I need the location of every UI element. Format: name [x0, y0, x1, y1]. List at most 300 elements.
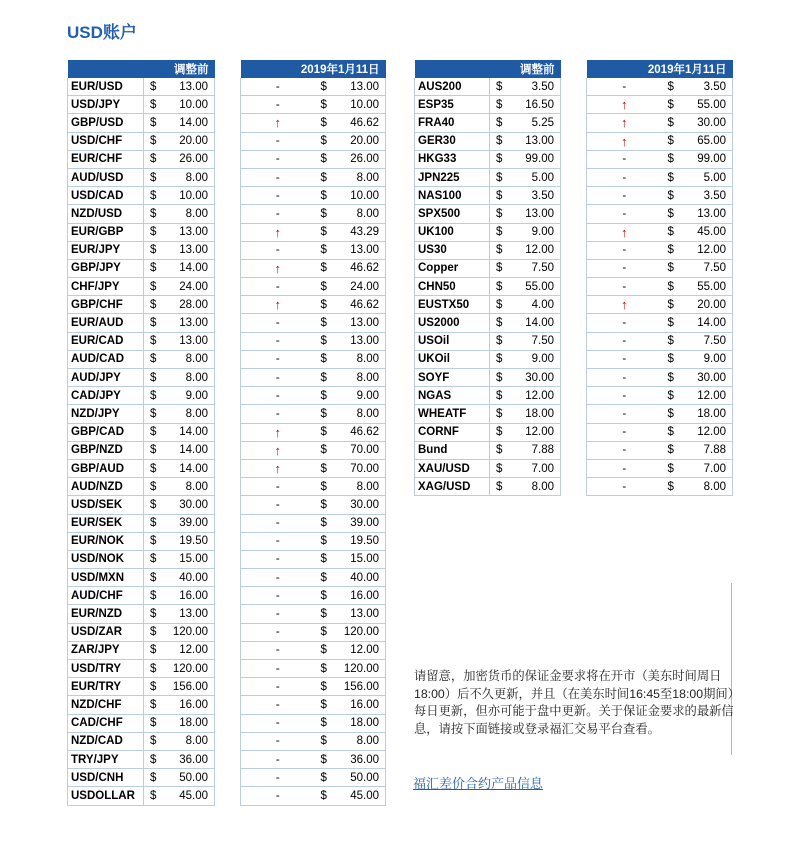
table-row	[68, 314, 215, 332]
margin-before-value: 16.00	[164, 587, 215, 605]
margin-after-value: 120.00	[335, 623, 386, 641]
margin-before-value: 7.00	[510, 459, 561, 477]
table-row	[241, 405, 386, 423]
margin-after-value: 30.00	[682, 114, 733, 132]
currency-symbol: $	[144, 387, 164, 405]
currency-symbol: $	[315, 750, 335, 768]
margin-before-value: 4.00	[510, 296, 561, 314]
instrument-label: USD/ZAR	[68, 623, 144, 641]
currency-symbol: $	[144, 750, 164, 768]
table-row	[241, 623, 386, 641]
currency-symbol: $	[315, 532, 335, 550]
currency-symbol: $	[490, 150, 510, 168]
instrument-label: GBP/CAD	[68, 423, 144, 441]
table-row	[415, 205, 561, 223]
currency-symbol: $	[490, 423, 510, 441]
margin-after-value: 16.00	[335, 696, 386, 714]
margin-after-value: 40.00	[335, 569, 386, 587]
currency-symbol: $	[315, 405, 335, 423]
currency-symbol: $	[144, 660, 164, 678]
table-row	[241, 387, 386, 405]
currency-symbol: $	[315, 550, 335, 568]
margin-before-value: 9.00	[164, 387, 215, 405]
table-row	[587, 423, 733, 441]
table-row	[241, 605, 386, 623]
increase-arrow-icon: ↑	[587, 223, 662, 241]
instrument-label: NGAS	[415, 387, 490, 405]
table-row	[68, 550, 215, 568]
currency-symbol: $	[144, 478, 164, 496]
currency-symbol: $	[662, 478, 682, 496]
currency-symbol: $	[490, 259, 510, 277]
currency-symbol: $	[315, 459, 335, 477]
currency-symbol: $	[144, 714, 164, 732]
no-change-dash: -	[241, 205, 315, 223]
margin-before-value: 14.00	[510, 314, 561, 332]
table-row	[68, 278, 215, 296]
table-row	[68, 78, 215, 96]
currency-symbol: $	[315, 296, 335, 314]
currency-symbol: $	[315, 769, 335, 787]
currency-symbol: $	[315, 314, 335, 332]
table-row	[68, 350, 215, 368]
margin-after-value: 46.62	[335, 114, 386, 132]
margin-after-value: 13.00	[335, 314, 386, 332]
table-row	[68, 623, 215, 641]
margin-after-value: 18.00	[335, 714, 386, 732]
margin-before-value: 99.00	[510, 150, 561, 168]
currency-symbol: $	[315, 278, 335, 296]
instrument-label: EUR/NOK	[68, 532, 144, 550]
currency-symbol: $	[490, 114, 510, 132]
currency-symbol: $	[144, 114, 164, 132]
instrument-label: AUD/JPY	[68, 369, 144, 387]
currency-symbol: $	[315, 732, 335, 750]
table-row	[241, 369, 386, 387]
margin-before-value: 8.00	[164, 205, 215, 223]
currency-symbol: $	[315, 514, 335, 532]
currency-symbol: $	[144, 205, 164, 223]
margin-after-value: 55.00	[682, 278, 733, 296]
currency-symbol: $	[144, 696, 164, 714]
margin-after-value: 13.00	[335, 78, 386, 96]
instrument-label: EUR/JPY	[68, 241, 144, 259]
table-row	[68, 478, 215, 496]
before-header: 调整前	[144, 60, 215, 78]
increase-arrow-icon: ↑	[587, 114, 662, 132]
table-row	[241, 514, 386, 532]
currency-symbol: $	[144, 496, 164, 514]
table-row	[415, 187, 561, 205]
margin-after-value: 9.00	[335, 387, 386, 405]
table-row	[587, 296, 733, 314]
table-row	[68, 787, 215, 805]
currency-symbol: $	[315, 714, 335, 732]
instrument-label: XAG/USD	[415, 478, 490, 496]
table-row	[241, 423, 386, 441]
currency-symbol: $	[490, 78, 510, 96]
table-row	[415, 78, 561, 96]
instrument-label: CAD/JPY	[68, 387, 144, 405]
margin-after-value: 20.00	[335, 132, 386, 150]
no-change-dash: -	[587, 168, 662, 186]
no-change-dash: -	[241, 641, 315, 659]
margin-after-value: 70.00	[335, 441, 386, 459]
before-header: 调整前	[490, 60, 561, 78]
no-change-dash: -	[241, 532, 315, 550]
no-change-dash: -	[241, 405, 315, 423]
table-row	[68, 532, 215, 550]
margin-after-value: 8.00	[335, 478, 386, 496]
currency-symbol: $	[662, 369, 682, 387]
margin-before-value: 13.00	[510, 132, 561, 150]
table-row	[68, 168, 215, 186]
currency-symbol: $	[315, 150, 335, 168]
table-row	[241, 750, 386, 768]
table-row	[241, 787, 386, 805]
currency-symbol: $	[144, 314, 164, 332]
margin-before-value: 13.00	[164, 241, 215, 259]
no-change-dash: -	[587, 387, 662, 405]
table-row	[68, 241, 215, 259]
margin-before-value: 3.50	[510, 187, 561, 205]
table-row	[241, 550, 386, 568]
margin-before-value: 156.00	[164, 678, 215, 696]
currency-symbol: $	[144, 459, 164, 477]
instrument-label: ESP35	[415, 96, 490, 114]
margin-after-value: 8.00	[335, 168, 386, 186]
instrument-label: GER30	[415, 132, 490, 150]
margin-before-value: 39.00	[164, 514, 215, 532]
instrument-label: AUD/CAD	[68, 350, 144, 368]
table-row	[68, 369, 215, 387]
currency-symbol: $	[662, 296, 682, 314]
table-row	[68, 96, 215, 114]
currency-symbol: $	[490, 459, 510, 477]
table-row	[415, 314, 561, 332]
currency-symbol: $	[490, 223, 510, 241]
margin-before-value: 8.00	[164, 405, 215, 423]
no-change-dash: -	[241, 387, 315, 405]
currency-symbol: $	[315, 223, 335, 241]
currency-symbol: $	[662, 278, 682, 296]
instrument-label: ZAR/JPY	[68, 641, 144, 659]
table-row	[68, 205, 215, 223]
margin-after-value: 36.00	[335, 750, 386, 768]
table-row	[241, 259, 386, 277]
no-change-dash: -	[241, 496, 315, 514]
no-change-dash: -	[241, 187, 315, 205]
margin-before-value: 40.00	[164, 569, 215, 587]
instrument-label: USD/TRY	[68, 660, 144, 678]
margin-after-value: 46.62	[335, 423, 386, 441]
currency-symbol: $	[662, 441, 682, 459]
currency-symbol: $	[490, 350, 510, 368]
instrument-label: EUR/SEK	[68, 514, 144, 532]
currency-symbol: $	[315, 423, 335, 441]
no-change-dash: -	[241, 787, 315, 805]
margin-before-value: 9.00	[510, 223, 561, 241]
table-row	[241, 587, 386, 605]
table-row	[587, 478, 733, 496]
table-row	[587, 332, 733, 350]
margin-after-value: 19.50	[335, 532, 386, 550]
margin-after-value: 8.00	[335, 350, 386, 368]
margin-after-value: 5.00	[682, 168, 733, 186]
table-row	[241, 187, 386, 205]
table-row	[415, 332, 561, 350]
table-row	[68, 750, 215, 768]
margin-before-value: 8.00	[164, 369, 215, 387]
table-row	[415, 405, 561, 423]
currency-symbol: $	[662, 187, 682, 205]
no-change-dash: -	[241, 696, 315, 714]
currency-symbol: $	[490, 132, 510, 150]
no-change-dash: -	[587, 150, 662, 168]
instrument-label: US30	[415, 241, 490, 259]
table-row	[587, 78, 733, 96]
table-corner	[68, 60, 144, 78]
table-row	[68, 132, 215, 150]
table-row	[587, 114, 733, 132]
currency-symbol: $	[662, 132, 682, 150]
instrument-label: USD/CNH	[68, 769, 144, 787]
margin-before-value: 8.00	[510, 478, 561, 496]
instrument-label: JPN225	[415, 168, 490, 186]
table-row	[241, 78, 386, 96]
instrument-label: NZD/CHF	[68, 696, 144, 714]
margin-before-value: 16.00	[164, 696, 215, 714]
margin-after-value: 9.00	[682, 350, 733, 368]
currency-symbol: $	[490, 314, 510, 332]
margin-before-value: 14.00	[164, 259, 215, 277]
currency-symbol: $	[144, 787, 164, 805]
currency-symbol: $	[144, 96, 164, 114]
table-row	[587, 441, 733, 459]
table-row	[415, 241, 561, 259]
table-row	[241, 132, 386, 150]
currency-symbol: $	[144, 678, 164, 696]
instrument-label: TRY/JPY	[68, 750, 144, 768]
table-row	[587, 314, 733, 332]
instrument-label: EUR/TRY	[68, 678, 144, 696]
currency-symbol: $	[315, 78, 335, 96]
table-row	[241, 769, 386, 787]
table-row	[415, 278, 561, 296]
table-row	[241, 150, 386, 168]
table-row	[241, 478, 386, 496]
margin-before-value: 8.00	[164, 478, 215, 496]
table-row	[241, 205, 386, 223]
currency-symbol: $	[315, 660, 335, 678]
no-change-dash: -	[587, 205, 662, 223]
currency-symbol: $	[144, 532, 164, 550]
table-row	[68, 732, 215, 750]
currency-symbol: $	[315, 696, 335, 714]
margin-after-value: 55.00	[682, 96, 733, 114]
currency-symbol: $	[144, 641, 164, 659]
margin-after-value: 12.00	[335, 641, 386, 659]
margin-after-value: 46.62	[335, 259, 386, 277]
no-change-dash: -	[241, 96, 315, 114]
instrument-label: AUD/NZD	[68, 478, 144, 496]
currency-symbol: $	[662, 350, 682, 368]
no-change-dash: -	[587, 187, 662, 205]
margin-after-value: 45.00	[335, 787, 386, 805]
margin-before-value: 7.88	[510, 441, 561, 459]
table-row	[68, 496, 215, 514]
margin-after-value: 13.00	[335, 241, 386, 259]
currency-symbol: $	[662, 259, 682, 277]
margin-after-value: 24.00	[335, 278, 386, 296]
instrument-label: GBP/JPY	[68, 259, 144, 277]
currency-symbol: $	[144, 369, 164, 387]
table-row	[415, 150, 561, 168]
table-row	[587, 132, 733, 150]
table-row	[241, 569, 386, 587]
margin-before-value: 10.00	[164, 187, 215, 205]
currency-symbol: $	[144, 769, 164, 787]
table-row	[587, 387, 733, 405]
table-row	[241, 660, 386, 678]
table-row	[415, 259, 561, 277]
increase-arrow-icon: ↑	[587, 296, 662, 314]
table-row	[241, 532, 386, 550]
no-change-dash: -	[241, 587, 315, 605]
currency-symbol: $	[144, 423, 164, 441]
currency-symbol: $	[315, 387, 335, 405]
currency-symbol: $	[662, 314, 682, 332]
no-change-dash: -	[587, 478, 662, 496]
margin-after-value: 18.00	[682, 405, 733, 423]
currency-symbol: $	[490, 96, 510, 114]
table-row	[68, 441, 215, 459]
table-row	[68, 769, 215, 787]
currency-symbol: $	[662, 405, 682, 423]
table-row	[68, 332, 215, 350]
no-change-dash: -	[241, 332, 315, 350]
no-change-dash: -	[241, 750, 315, 768]
currency-symbol: $	[315, 641, 335, 659]
margin-before-value: 12.00	[510, 387, 561, 405]
margin-before-value: 5.00	[510, 168, 561, 186]
currency-symbol: $	[144, 332, 164, 350]
margin-after-value: 7.50	[682, 332, 733, 350]
currency-symbol: $	[144, 78, 164, 96]
cfd-info-link[interactable]: 福汇差价合约产品信息	[413, 776, 544, 791]
margin-before-value: 8.00	[164, 350, 215, 368]
currency-symbol: $	[490, 187, 510, 205]
margin-after-value: 15.00	[335, 550, 386, 568]
margin-after-value: 50.00	[335, 769, 386, 787]
increase-arrow-icon: ↑	[241, 223, 315, 241]
instrument-label: CAD/CHF	[68, 714, 144, 732]
no-change-dash: -	[587, 405, 662, 423]
table-row	[68, 259, 215, 277]
table-row	[241, 732, 386, 750]
currency-symbol: $	[315, 114, 335, 132]
currency-symbol: $	[315, 605, 335, 623]
margin-after-value: 7.88	[682, 441, 733, 459]
margin-before-value: 13.00	[164, 314, 215, 332]
no-change-dash: -	[587, 332, 662, 350]
margin-note: 请留意，加密货币的保证金要求将在开市（美东时间周日18:00）后不久更新，并且（在美东时间16:45至18:00期间）每日更新，但亦可能于盘中更新。关于保证金要求的最新信息，请按下面链接或登录福汇交易平台查看。	[414, 669, 734, 736]
no-change-dash: -	[241, 623, 315, 641]
currency-symbol: $	[662, 332, 682, 350]
currency-symbol: $	[662, 168, 682, 186]
table-row	[241, 441, 386, 459]
instrument-label: NZD/CAD	[68, 732, 144, 750]
table-row	[587, 223, 733, 241]
no-change-dash: -	[241, 78, 315, 96]
currency-symbol: $	[662, 423, 682, 441]
currency-symbol: $	[315, 496, 335, 514]
table-row	[415, 132, 561, 150]
table-row	[68, 423, 215, 441]
currency-symbol: $	[662, 459, 682, 477]
instrument-label: NZD/JPY	[68, 405, 144, 423]
currency-symbol: $	[144, 187, 164, 205]
currency-symbol: $	[315, 205, 335, 223]
margin-before-value: 8.00	[164, 168, 215, 186]
instrument-label: EUR/CAD	[68, 332, 144, 350]
currency-symbol: $	[315, 678, 335, 696]
instrument-label: Bund	[415, 441, 490, 459]
no-change-dash: -	[241, 678, 315, 696]
instrument-label: SPX500	[415, 205, 490, 223]
currency-symbol: $	[144, 587, 164, 605]
table-row	[241, 96, 386, 114]
table-row	[241, 114, 386, 132]
instrument-label: EUR/AUD	[68, 314, 144, 332]
cfd-before-table	[414, 60, 561, 496]
instrument-label: EUSTX50	[415, 296, 490, 314]
table-row	[415, 223, 561, 241]
margin-after-value: 30.00	[682, 369, 733, 387]
margin-after-value: 8.00	[335, 405, 386, 423]
currency-symbol: $	[662, 150, 682, 168]
margin-before-value: 13.00	[164, 605, 215, 623]
no-change-dash: -	[241, 478, 315, 496]
no-change-dash: -	[587, 369, 662, 387]
table-row	[241, 223, 386, 241]
currency-symbol: $	[144, 259, 164, 277]
no-change-dash: -	[241, 714, 315, 732]
currency-symbol: $	[144, 569, 164, 587]
table-row	[68, 459, 215, 477]
instrument-label: AUS200	[415, 78, 490, 96]
table-row	[415, 478, 561, 496]
table-row	[415, 96, 561, 114]
table-row	[587, 241, 733, 259]
margin-before-value: 14.00	[164, 459, 215, 477]
margin-after-value: 3.50	[682, 187, 733, 205]
instrument-label: XAU/USD	[415, 459, 490, 477]
table-row	[241, 714, 386, 732]
margin-after-value: 20.00	[682, 296, 733, 314]
currency-symbol: $	[315, 587, 335, 605]
margin-before-value: 24.00	[164, 278, 215, 296]
table-row	[68, 150, 215, 168]
currency-symbol: $	[662, 223, 682, 241]
currency-symbol: $	[662, 241, 682, 259]
margin-before-value: 5.25	[510, 114, 561, 132]
table-row	[587, 459, 733, 477]
table-row	[241, 332, 386, 350]
currency-symbol: $	[490, 278, 510, 296]
currency-symbol: $	[144, 132, 164, 150]
margin-after-value: 39.00	[335, 514, 386, 532]
